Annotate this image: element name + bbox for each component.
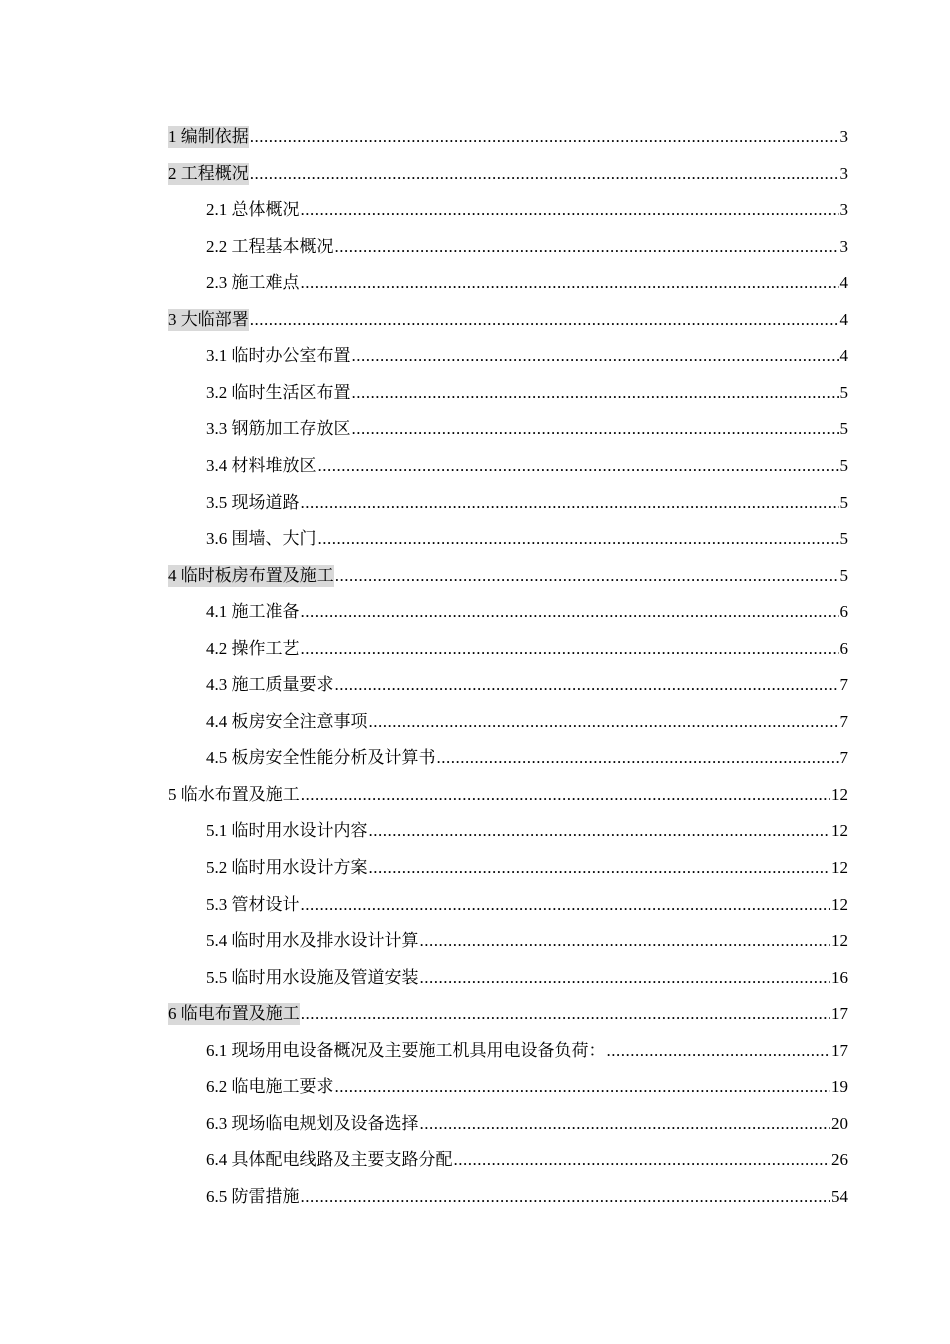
toc-dot-leader [318, 528, 839, 550]
toc-entry-page-number: 12 [831, 821, 848, 840]
toc-entry-title: 3.4 材料堆放区 [206, 456, 317, 475]
toc-entry-title: 6 临电布置及施工 [168, 1004, 300, 1023]
toc-dot-leader [420, 967, 831, 989]
toc-entry-title: 5 临水布置及施工 [168, 785, 300, 804]
toc-entry-title: 2.2 工程基本概况 [206, 237, 334, 256]
toc-entry-page-number: 7 [839, 675, 848, 694]
toc-entry-title: 6.1 现场用电设备概况及主要施工机具用电设备负荷： [206, 1041, 606, 1060]
toc-entry[interactable] [168, 126, 848, 150]
toc-entry[interactable] [206, 820, 848, 844]
toc-entry-page-number: 3 [839, 237, 848, 256]
toc-entry[interactable] [206, 674, 848, 698]
toc-entry-title: 6.4 具体配电线路及主要支路分配 [206, 1150, 453, 1169]
toc-entry-page-number: 5 [839, 566, 848, 585]
toc-entry-title: 3.2 临时生活区布置 [206, 383, 351, 402]
toc-entry-title: 5.1 临时用水设计内容 [206, 821, 368, 840]
toc-entry-title: 1 编制依据 [168, 127, 249, 146]
toc-entry[interactable] [206, 967, 848, 991]
toc-entry-title: 3.3 钢筋加工存放区 [206, 419, 351, 438]
toc-entry-title: 5.4 临时用水及排水设计计算 [206, 931, 419, 950]
toc-entry-page-number: 19 [831, 1077, 848, 1096]
toc-entry-page-number: 7 [839, 748, 848, 767]
toc-entry[interactable] [206, 272, 848, 296]
toc-entry-title: 2 工程概况 [168, 164, 249, 183]
toc-entry[interactable] [168, 1003, 848, 1027]
toc-entry-title: 4 临时板房布置及施工 [168, 566, 334, 585]
toc-entry-page-number: 20 [831, 1114, 848, 1133]
toc-dot-leader [335, 565, 839, 587]
toc-dot-leader [301, 601, 839, 623]
toc-entry-page-number: 5 [839, 456, 848, 475]
toc-dot-leader [369, 711, 839, 733]
toc-dot-leader [352, 418, 839, 440]
toc-entry-page-number: 17 [831, 1041, 848, 1060]
toc-entry[interactable] [206, 455, 848, 479]
toc-entry[interactable] [206, 638, 848, 662]
toc-entry-page-number: 3 [839, 200, 848, 219]
toc-entry-page-number: 3 [839, 164, 848, 183]
toc-entry[interactable] [206, 345, 848, 369]
toc-entry[interactable] [206, 1113, 848, 1137]
toc-entry-title: 6.5 防雷措施 [206, 1187, 300, 1206]
toc-entry-title: 4.4 板房安全注意事项 [206, 712, 368, 731]
toc-entry-title: 3.1 临时办公室布置 [206, 346, 351, 365]
toc-entry-page-number: 4 [839, 346, 848, 365]
toc-entry[interactable] [206, 1186, 848, 1210]
toc-entry-title: 2.1 总体概况 [206, 200, 300, 219]
toc-entry-page-number: 54 [831, 1187, 848, 1206]
toc-entry-page-number: 16 [831, 968, 848, 987]
toc-dot-leader [369, 820, 831, 842]
toc-entry-title: 3.6 围墙、大门 [206, 529, 317, 548]
toc-dot-leader [301, 272, 839, 294]
toc-entry[interactable] [206, 894, 848, 918]
toc-entry[interactable] [206, 382, 848, 406]
toc-dot-leader [437, 747, 839, 769]
toc-entry-page-number: 5 [839, 419, 848, 438]
toc-entry-title: 5.2 临时用水设计方案 [206, 858, 368, 877]
toc-dot-leader [335, 1076, 831, 1098]
toc-entry[interactable] [168, 309, 848, 333]
toc-entry[interactable] [168, 163, 848, 187]
toc-entry-page-number: 12 [831, 931, 848, 950]
toc-dot-leader [250, 126, 839, 148]
toc-entry[interactable] [206, 601, 848, 625]
toc-entry[interactable] [206, 528, 848, 552]
toc-entry-title: 6.2 临电施工要求 [206, 1077, 334, 1096]
toc-entry-page-number: 12 [831, 785, 848, 804]
toc-dot-leader [352, 345, 839, 367]
toc-entry-title: 2.3 施工难点 [206, 273, 300, 292]
toc-entry[interactable] [206, 857, 848, 881]
toc-entry-title: 3 大临部署 [168, 310, 249, 329]
toc-entry-page-number: 12 [831, 895, 848, 914]
toc-entry-page-number: 26 [831, 1150, 848, 1169]
toc-entry-title: 3.5 现场道路 [206, 493, 300, 512]
toc-dot-leader [301, 1186, 831, 1208]
toc-dot-leader [318, 455, 839, 477]
toc-entry-page-number: 5 [839, 493, 848, 512]
toc-dot-leader [250, 309, 839, 331]
toc-dot-leader [301, 199, 839, 221]
toc-dot-leader [352, 382, 839, 404]
toc-dot-leader [454, 1149, 831, 1171]
toc-entry-page-number: 4 [839, 273, 848, 292]
toc-entry-title: 5.3 管材设计 [206, 895, 300, 914]
toc-entry[interactable] [206, 747, 848, 771]
toc-entry[interactable] [206, 711, 848, 735]
toc-entry[interactable] [206, 236, 848, 260]
toc-entry[interactable] [206, 418, 848, 442]
toc-entry[interactable] [206, 1040, 848, 1064]
toc-entry[interactable] [206, 492, 848, 516]
toc-entry[interactable] [206, 1076, 848, 1100]
toc-entry-title: 4.3 施工质量要求 [206, 675, 334, 694]
toc-entry[interactable] [206, 930, 848, 954]
toc-entry-page-number: 4 [839, 310, 848, 329]
toc-dot-leader [301, 894, 831, 916]
toc-entry[interactable] [206, 1149, 848, 1173]
toc-entry-page-number: 6 [839, 639, 848, 658]
toc-dot-leader [369, 857, 831, 879]
toc-dot-leader [420, 1113, 831, 1135]
toc-entry[interactable] [206, 199, 848, 223]
toc-entry-title: 4.2 操作工艺 [206, 639, 300, 658]
toc-entry-title: 5.5 临时用水设施及管道安装 [206, 968, 419, 987]
toc-entry-page-number: 17 [831, 1004, 848, 1023]
toc-entry-page-number: 3 [839, 127, 848, 146]
toc-entry-title: 4.1 施工准备 [206, 602, 300, 621]
toc-dot-leader [420, 930, 831, 952]
toc-entry-page-number: 6 [839, 602, 848, 621]
toc-dot-leader [607, 1040, 831, 1062]
toc-entry-title: 4.5 板房安全性能分析及计算书 [206, 748, 436, 767]
toc-entry-page-number: 5 [839, 383, 848, 402]
toc-dot-leader [335, 674, 839, 696]
toc-dot-leader [301, 784, 830, 806]
toc-entry[interactable] [168, 784, 848, 808]
toc-dot-leader [301, 1003, 830, 1025]
toc-entry-title: 6.3 现场临电规划及设备选择 [206, 1114, 419, 1133]
toc-dot-leader [250, 163, 839, 185]
toc-entry[interactable] [168, 565, 848, 589]
toc-entry-page-number: 7 [839, 712, 848, 731]
toc-dot-leader [335, 236, 839, 258]
toc-dot-leader [301, 638, 839, 660]
toc-entry-page-number: 5 [839, 529, 848, 548]
toc-entry-page-number: 12 [831, 858, 848, 877]
toc-dot-leader [301, 492, 839, 514]
